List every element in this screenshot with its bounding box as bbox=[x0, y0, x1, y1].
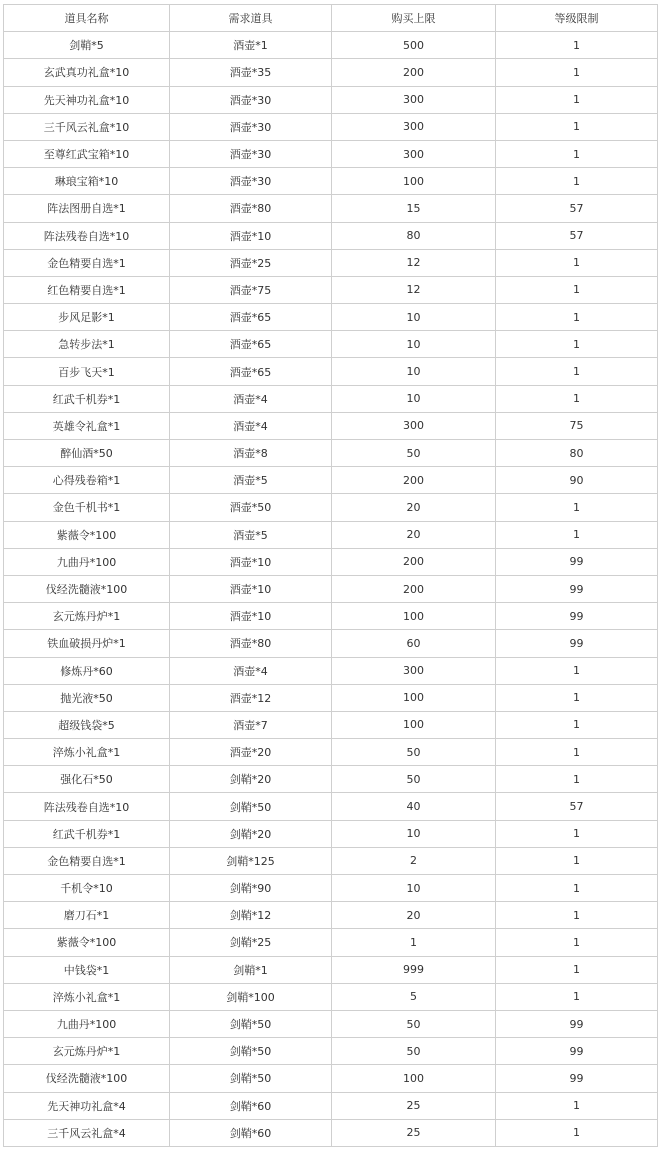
table-row bbox=[4, 59, 658, 86]
cell-required-item: 酒壶*30 bbox=[170, 113, 332, 140]
cell-required-item: 酒壶*5 bbox=[170, 521, 332, 548]
cell-purchase-limit: 12 bbox=[332, 249, 496, 276]
cell-purchase-limit: 10 bbox=[332, 358, 496, 385]
cell-level-limit: 1 bbox=[496, 113, 658, 140]
cell-item-name: 超级钱袋*5 bbox=[4, 711, 170, 738]
cell-item-name: 琳琅宝箱*10 bbox=[4, 168, 170, 195]
table-row bbox=[4, 331, 658, 358]
cell-required-item: 酒壶*20 bbox=[170, 739, 332, 766]
cell-purchase-limit: 999 bbox=[332, 956, 496, 983]
cell-level-limit: 1 bbox=[496, 32, 658, 59]
cell-required-item: 剑鞘*50 bbox=[170, 1038, 332, 1065]
table-row bbox=[4, 440, 658, 467]
cell-purchase-limit: 50 bbox=[332, 739, 496, 766]
table-row bbox=[4, 467, 658, 494]
header-purchase-limit: 购买上限 bbox=[332, 5, 496, 32]
cell-item-name: 阵法残卷自选*10 bbox=[4, 793, 170, 820]
cell-required-item: 酒壶*30 bbox=[170, 86, 332, 113]
cell-level-limit: 99 bbox=[496, 1065, 658, 1092]
cell-purchase-limit: 300 bbox=[332, 113, 496, 140]
header-required-item: 需求道具 bbox=[170, 5, 332, 32]
cell-purchase-limit: 300 bbox=[332, 657, 496, 684]
cell-level-limit: 1 bbox=[496, 385, 658, 412]
cell-level-limit: 1 bbox=[496, 711, 658, 738]
cell-purchase-limit: 10 bbox=[332, 820, 496, 847]
cell-item-name: 三千风云礼盒*10 bbox=[4, 113, 170, 140]
table-row bbox=[4, 1038, 658, 1065]
cell-required-item: 酒壶*10 bbox=[170, 603, 332, 630]
table-row bbox=[4, 548, 658, 575]
table-row bbox=[4, 793, 658, 820]
cell-level-limit: 99 bbox=[496, 575, 658, 602]
cell-item-name: 强化石*50 bbox=[4, 766, 170, 793]
cell-item-name: 先天神功礼盒*4 bbox=[4, 1092, 170, 1119]
cell-purchase-limit: 80 bbox=[332, 222, 496, 249]
cell-required-item: 酒壶*5 bbox=[170, 467, 332, 494]
cell-item-name: 红色精要自选*1 bbox=[4, 276, 170, 303]
cell-purchase-limit: 20 bbox=[332, 902, 496, 929]
cell-required-item: 酒壶*30 bbox=[170, 168, 332, 195]
cell-item-name: 磨刀石*1 bbox=[4, 902, 170, 929]
table-row bbox=[4, 956, 658, 983]
cell-item-name: 金色精要自选*1 bbox=[4, 249, 170, 276]
cell-required-item: 剑鞘*12 bbox=[170, 902, 332, 929]
cell-item-name: 铁血破损丹炉*1 bbox=[4, 630, 170, 657]
cell-required-item: 酒壶*4 bbox=[170, 412, 332, 439]
cell-required-item: 剑鞘*125 bbox=[170, 847, 332, 874]
cell-purchase-limit: 25 bbox=[332, 1119, 496, 1146]
cell-item-name: 步风足影*1 bbox=[4, 304, 170, 331]
cell-required-item: 酒壶*65 bbox=[170, 358, 332, 385]
cell-purchase-limit: 200 bbox=[332, 575, 496, 602]
table-row bbox=[4, 630, 658, 657]
cell-item-name: 玄元炼丹炉*1 bbox=[4, 1038, 170, 1065]
cell-purchase-limit: 100 bbox=[332, 711, 496, 738]
cell-level-limit: 1 bbox=[496, 140, 658, 167]
table-row bbox=[4, 412, 658, 439]
cell-required-item: 酒壶*4 bbox=[170, 657, 332, 684]
cell-level-limit: 57 bbox=[496, 793, 658, 820]
cell-purchase-limit: 15 bbox=[332, 195, 496, 222]
table-row bbox=[4, 222, 658, 249]
table-row bbox=[4, 575, 658, 602]
cell-required-item: 剑鞘*60 bbox=[170, 1119, 332, 1146]
cell-level-limit: 1 bbox=[496, 86, 658, 113]
cell-item-name: 九曲丹*100 bbox=[4, 1010, 170, 1037]
cell-item-name: 阵法图册自选*1 bbox=[4, 195, 170, 222]
cell-purchase-limit: 25 bbox=[332, 1092, 496, 1119]
cell-level-limit: 1 bbox=[496, 739, 658, 766]
cell-purchase-limit: 100 bbox=[332, 603, 496, 630]
cell-level-limit: 99 bbox=[496, 1038, 658, 1065]
cell-required-item: 酒壶*65 bbox=[170, 304, 332, 331]
table-body bbox=[4, 32, 658, 1147]
cell-purchase-limit: 50 bbox=[332, 440, 496, 467]
cell-level-limit: 1 bbox=[496, 766, 658, 793]
table-row bbox=[4, 929, 658, 956]
cell-required-item: 酒壶*30 bbox=[170, 140, 332, 167]
cell-purchase-limit: 300 bbox=[332, 140, 496, 167]
cell-required-item: 酒壶*35 bbox=[170, 59, 332, 86]
cell-level-limit: 1 bbox=[496, 521, 658, 548]
cell-item-name: 修炼丹*60 bbox=[4, 657, 170, 684]
cell-level-limit: 1 bbox=[496, 902, 658, 929]
cell-item-name: 紫薇令*100 bbox=[4, 929, 170, 956]
cell-item-name: 玄武真功礼盒*10 bbox=[4, 59, 170, 86]
cell-level-limit: 1 bbox=[496, 249, 658, 276]
cell-level-limit: 80 bbox=[496, 440, 658, 467]
table-row bbox=[4, 140, 658, 167]
cell-item-name: 阵法残卷自选*10 bbox=[4, 222, 170, 249]
cell-level-limit: 1 bbox=[496, 1119, 658, 1146]
cell-item-name: 先天神功礼盒*10 bbox=[4, 86, 170, 113]
cell-required-item: 剑鞘*50 bbox=[170, 793, 332, 820]
table-row bbox=[4, 494, 658, 521]
cell-level-limit: 1 bbox=[496, 494, 658, 521]
cell-purchase-limit: 20 bbox=[332, 521, 496, 548]
cell-required-item: 剑鞘*25 bbox=[170, 929, 332, 956]
cell-level-limit: 1 bbox=[496, 1092, 658, 1119]
table-row bbox=[4, 32, 658, 59]
cell-level-limit: 1 bbox=[496, 168, 658, 195]
table-row bbox=[4, 195, 658, 222]
table-row bbox=[4, 684, 658, 711]
cell-required-item: 酒壶*4 bbox=[170, 385, 332, 412]
cell-item-name: 红武千机券*1 bbox=[4, 385, 170, 412]
cell-purchase-limit: 2 bbox=[332, 847, 496, 874]
cell-required-item: 剑鞘*20 bbox=[170, 820, 332, 847]
table-row bbox=[4, 86, 658, 113]
cell-purchase-limit: 300 bbox=[332, 86, 496, 113]
cell-required-item: 酒壶*8 bbox=[170, 440, 332, 467]
cell-item-name: 剑鞘*5 bbox=[4, 32, 170, 59]
cell-required-item: 剑鞘*50 bbox=[170, 1065, 332, 1092]
cell-purchase-limit: 60 bbox=[332, 630, 496, 657]
cell-purchase-limit: 10 bbox=[332, 385, 496, 412]
header-item-name: 道具名称 bbox=[4, 5, 170, 32]
cell-required-item: 酒壶*80 bbox=[170, 630, 332, 657]
table-row bbox=[4, 902, 658, 929]
cell-level-limit: 90 bbox=[496, 467, 658, 494]
cell-purchase-limit: 50 bbox=[332, 766, 496, 793]
cell-purchase-limit: 200 bbox=[332, 467, 496, 494]
table-row bbox=[4, 603, 658, 630]
exchange-table-container bbox=[3, 4, 658, 1147]
cell-required-item: 酒壶*12 bbox=[170, 684, 332, 711]
cell-required-item: 酒壶*10 bbox=[170, 222, 332, 249]
table-row bbox=[4, 739, 658, 766]
cell-item-name: 心得残卷箱*1 bbox=[4, 467, 170, 494]
cell-level-limit: 1 bbox=[496, 59, 658, 86]
cell-required-item: 酒壶*65 bbox=[170, 331, 332, 358]
cell-level-limit: 1 bbox=[496, 276, 658, 303]
cell-purchase-limit: 10 bbox=[332, 331, 496, 358]
table-row bbox=[4, 249, 658, 276]
table-row bbox=[4, 521, 658, 548]
table-header-row bbox=[4, 5, 658, 32]
cell-item-name: 红武千机券*1 bbox=[4, 820, 170, 847]
cell-level-limit: 99 bbox=[496, 1010, 658, 1037]
cell-purchase-limit: 20 bbox=[332, 494, 496, 521]
cell-item-name: 伐经洗髓液*100 bbox=[4, 1065, 170, 1092]
cell-level-limit: 1 bbox=[496, 956, 658, 983]
cell-purchase-limit: 200 bbox=[332, 548, 496, 575]
cell-required-item: 剑鞘*90 bbox=[170, 875, 332, 902]
cell-item-name: 九曲丹*100 bbox=[4, 548, 170, 575]
cell-level-limit: 1 bbox=[496, 304, 658, 331]
cell-required-item: 酒壶*50 bbox=[170, 494, 332, 521]
cell-purchase-limit: 10 bbox=[332, 875, 496, 902]
table-row bbox=[4, 1010, 658, 1037]
cell-item-name: 至尊红武宝箱*10 bbox=[4, 140, 170, 167]
cell-purchase-limit: 50 bbox=[332, 1038, 496, 1065]
table-row bbox=[4, 820, 658, 847]
cell-item-name: 抛光液*50 bbox=[4, 684, 170, 711]
table-row bbox=[4, 657, 658, 684]
cell-level-limit: 1 bbox=[496, 657, 658, 684]
cell-purchase-limit: 5 bbox=[332, 983, 496, 1010]
exchange-table bbox=[3, 4, 658, 1147]
cell-level-limit: 1 bbox=[496, 929, 658, 956]
table-row bbox=[4, 168, 658, 195]
cell-item-name: 急转步法*1 bbox=[4, 331, 170, 358]
cell-purchase-limit: 300 bbox=[332, 412, 496, 439]
cell-required-item: 剑鞘*1 bbox=[170, 956, 332, 983]
cell-required-item: 酒壶*25 bbox=[170, 249, 332, 276]
table-row bbox=[4, 358, 658, 385]
table-row bbox=[4, 983, 658, 1010]
table-row bbox=[4, 766, 658, 793]
table-row bbox=[4, 875, 658, 902]
cell-item-name: 中钱袋*1 bbox=[4, 956, 170, 983]
table-row bbox=[4, 385, 658, 412]
cell-item-name: 金色千机书*1 bbox=[4, 494, 170, 521]
cell-level-limit: 57 bbox=[496, 195, 658, 222]
cell-required-item: 剑鞘*60 bbox=[170, 1092, 332, 1119]
cell-level-limit: 1 bbox=[496, 875, 658, 902]
cell-level-limit: 75 bbox=[496, 412, 658, 439]
cell-required-item: 剑鞘*20 bbox=[170, 766, 332, 793]
cell-required-item: 酒壶*10 bbox=[170, 575, 332, 602]
cell-item-name: 三千风云礼盒*4 bbox=[4, 1119, 170, 1146]
cell-purchase-limit: 1 bbox=[332, 929, 496, 956]
cell-level-limit: 1 bbox=[496, 684, 658, 711]
cell-purchase-limit: 500 bbox=[332, 32, 496, 59]
cell-purchase-limit: 100 bbox=[332, 168, 496, 195]
cell-item-name: 英雄令礼盒*1 bbox=[4, 412, 170, 439]
cell-level-limit: 1 bbox=[496, 983, 658, 1010]
cell-required-item: 剑鞘*100 bbox=[170, 983, 332, 1010]
cell-purchase-limit: 12 bbox=[332, 276, 496, 303]
cell-purchase-limit: 40 bbox=[332, 793, 496, 820]
cell-required-item: 酒壶*10 bbox=[170, 548, 332, 575]
cell-item-name: 金色精要自选*1 bbox=[4, 847, 170, 874]
cell-item-name: 伐经洗髓液*100 bbox=[4, 575, 170, 602]
cell-required-item: 剑鞘*50 bbox=[170, 1010, 332, 1037]
cell-level-limit: 1 bbox=[496, 847, 658, 874]
table-row bbox=[4, 711, 658, 738]
table-row bbox=[4, 113, 658, 140]
cell-purchase-limit: 100 bbox=[332, 1065, 496, 1092]
cell-level-limit: 99 bbox=[496, 630, 658, 657]
table-row bbox=[4, 847, 658, 874]
cell-level-limit: 57 bbox=[496, 222, 658, 249]
cell-level-limit: 99 bbox=[496, 603, 658, 630]
cell-purchase-limit: 50 bbox=[332, 1010, 496, 1037]
cell-required-item: 酒壶*1 bbox=[170, 32, 332, 59]
header-level-limit: 等级限制 bbox=[496, 5, 658, 32]
cell-level-limit: 1 bbox=[496, 358, 658, 385]
table-row bbox=[4, 276, 658, 303]
cell-item-name: 紫薇令*100 bbox=[4, 521, 170, 548]
cell-level-limit: 1 bbox=[496, 331, 658, 358]
cell-required-item: 酒壶*75 bbox=[170, 276, 332, 303]
cell-level-limit: 1 bbox=[496, 820, 658, 847]
cell-item-name: 醉仙酒*50 bbox=[4, 440, 170, 467]
cell-item-name: 淬炼小礼盒*1 bbox=[4, 983, 170, 1010]
cell-item-name: 玄元炼丹炉*1 bbox=[4, 603, 170, 630]
table-row bbox=[4, 1092, 658, 1119]
table-row bbox=[4, 1119, 658, 1146]
table-row bbox=[4, 304, 658, 331]
cell-required-item: 酒壶*80 bbox=[170, 195, 332, 222]
cell-item-name: 百步飞天*1 bbox=[4, 358, 170, 385]
cell-purchase-limit: 100 bbox=[332, 684, 496, 711]
cell-item-name: 淬炼小礼盒*1 bbox=[4, 739, 170, 766]
cell-purchase-limit: 200 bbox=[332, 59, 496, 86]
cell-required-item: 酒壶*7 bbox=[170, 711, 332, 738]
table-row bbox=[4, 1065, 658, 1092]
cell-level-limit: 99 bbox=[496, 548, 658, 575]
cell-purchase-limit: 10 bbox=[332, 304, 496, 331]
cell-item-name: 千机令*10 bbox=[4, 875, 170, 902]
